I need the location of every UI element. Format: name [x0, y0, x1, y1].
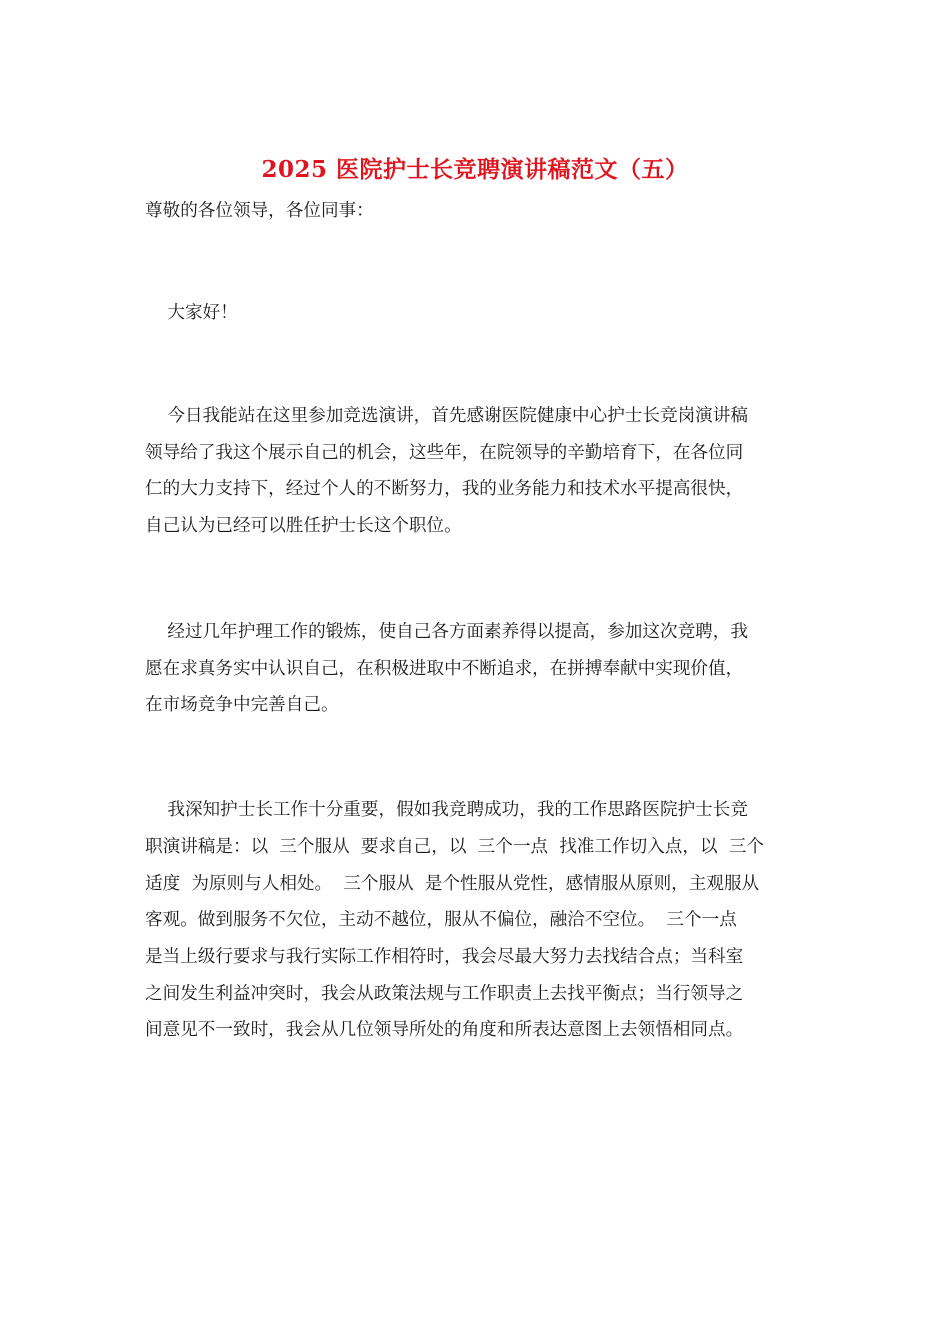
- paragraph-line: 经过几年护理工作的锻炼，使自己各方面素养得以提高，参加这次竞聘，我: [145, 622, 748, 642]
- paragraph-line: 适度 为原则与人相处。 三个服从 是个性服从党性，感情服从原则，主观服从: [145, 874, 760, 894]
- paragraph-line: 间意见不一致时，我会从几位领导所处的角度和所表达意图上去领悟相同点。: [145, 1020, 744, 1040]
- salutation: 尊敬的各位领导，各位同事：: [145, 201, 374, 221]
- paragraph-line: 职演讲稿是：以 三个服从 要求自己，以 三个一点 找准工作切入点，以 三个: [145, 837, 764, 857]
- paragraph-line: 愿在求真务实中认识自己，在积极进取中不断追求，在拼搏奉献中实现价值，: [145, 659, 744, 679]
- paragraph-line: 自己认为已经可以胜任护士长这个职位。: [145, 516, 462, 536]
- paragraph-line: 仁的大力支持下，经过个人的不断努力，我的业务能力和技术水平提高很快，: [145, 479, 744, 499]
- paragraph-line: 我深知护士长工作十分重要，假如我竞聘成功，我的工作思路医院护士长竞: [145, 800, 748, 820]
- paragraph-line: 客观。做到服务不欠位，主动不越位，服从不偏位，融洽不空位。 三个一点: [145, 910, 737, 930]
- paragraph-line: 今日我能站在这里参加竞选演讲，首先感谢医院健康中心护士长竞岗演讲稿: [145, 406, 748, 426]
- page-title: 2025 医院护士长竞聘演讲稿范文（五）: [261, 156, 689, 183]
- paragraph-line: 大家好！: [145, 303, 238, 323]
- paragraph-line: 是当上级行要求与我行实际工作相符时，我会尽最大努力去找结合点；当科室: [145, 947, 744, 967]
- paragraph-line: 之间发生利益冲突时，我会从政策法规与工作职责上去找平衡点；当行领导之: [145, 984, 744, 1004]
- paragraph-line: 领导给了我这个展示自己的机会，这些年，在院领导的辛勤培育下，在各位同: [145, 443, 744, 463]
- paragraph-line: 在市场竞争中完善自己。: [145, 695, 339, 715]
